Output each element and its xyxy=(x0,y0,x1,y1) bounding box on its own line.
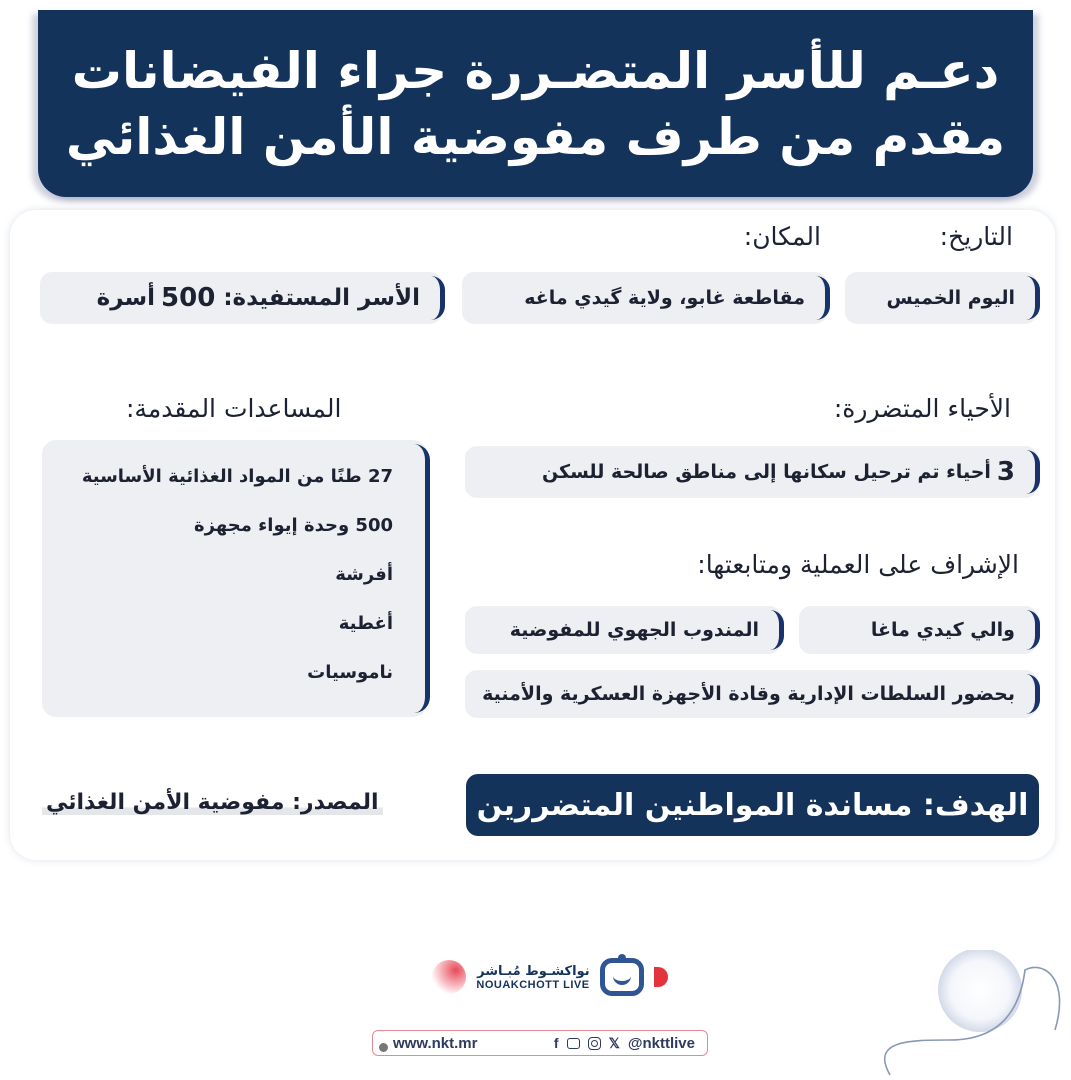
brand-name-en: NOUAKCHOTT LIVE xyxy=(476,978,590,991)
supervisor-governor xyxy=(799,606,1037,654)
source-note: المصدر: مفوضية الأمن الغذائي xyxy=(42,790,383,815)
aid-item: أفرشة xyxy=(335,564,393,585)
title-banner xyxy=(38,10,1033,197)
date-label: التاريخ: xyxy=(939,222,1013,251)
supervisor-delegate-text: المندوب الجهوي للمفوضية xyxy=(509,619,759,641)
beneficiaries-unit: أسرة xyxy=(96,285,156,311)
place-value xyxy=(462,272,827,324)
beneficiaries-label: الأسر المستفيدة: xyxy=(223,285,420,311)
supervisor-delegate xyxy=(465,606,781,654)
social-icons xyxy=(554,1035,695,1052)
place-text: مقاطعة غابو، ولاية گيدي ماغه xyxy=(524,287,805,309)
neighborhoods-pill xyxy=(465,446,1037,498)
brand-name-ar: نواكشـوط مُبـاشر xyxy=(477,963,590,979)
supervisor-authorities-text: بحضور السلطات الإدارية وقادة الأجهزة العسكرية والأمنية xyxy=(482,683,1015,705)
beneficiaries-number: 500 xyxy=(161,283,216,313)
title-line-2: مقدم من طرف مفوضية الأمن الغذائي xyxy=(65,107,1006,166)
place-label: المكان: xyxy=(743,222,821,251)
supervisor-authorities xyxy=(465,670,1037,718)
beneficiaries-pill xyxy=(40,272,442,324)
facebook-icon[interactable]: f xyxy=(553,1035,559,1051)
swirl-decoration-icon xyxy=(870,950,1070,1080)
instagram-icon[interactable] xyxy=(588,1037,601,1050)
aid-item: 500 وحدة إيواء مجهزة xyxy=(194,515,393,536)
aid-item: ناموسيات xyxy=(307,662,393,683)
supervision-label: الإشراف على العملية ومتابعتها: xyxy=(697,550,1019,579)
brand-mark-icon xyxy=(600,958,644,996)
neighborhoods-text: أحياء تم ترحيل سكانها إلى مناطق صالحة للسكن xyxy=(541,461,991,483)
aid-item: 27 طنًا من المواد الغذائية الأساسية xyxy=(81,466,393,487)
glow-decoration-icon xyxy=(432,960,466,994)
aid-item: أغطية xyxy=(338,613,393,634)
globe-icon xyxy=(379,1043,388,1052)
neighborhoods-number: 3 xyxy=(996,457,1015,487)
website-link[interactable]: www.nkt.mr xyxy=(393,1034,478,1052)
brand-name xyxy=(476,964,589,991)
supervisor-governor-text: والي كيدي ماغا xyxy=(870,619,1015,641)
crescent-icon xyxy=(654,967,668,987)
aid-label: المساعدات المقدمة: xyxy=(126,394,342,423)
neighborhoods-label: الأحياء المتضررة: xyxy=(833,394,1011,423)
brand-logo xyxy=(420,952,680,1002)
date-value xyxy=(845,272,1037,324)
date-text: اليوم الخميس xyxy=(886,287,1015,309)
aid-list xyxy=(42,440,427,717)
title-line-1: دعـم للأسر المتضـررة جراء الفيضانات xyxy=(71,41,1000,100)
social-bar xyxy=(372,1030,708,1056)
x-icon[interactable]: 𝕏 xyxy=(608,1034,620,1051)
goal-banner: الهدف: مساندة المواطنين المتضررين xyxy=(466,774,1039,836)
youtube-icon[interactable] xyxy=(567,1038,580,1049)
social-handle[interactable]: @nkttlive xyxy=(627,1034,695,1052)
